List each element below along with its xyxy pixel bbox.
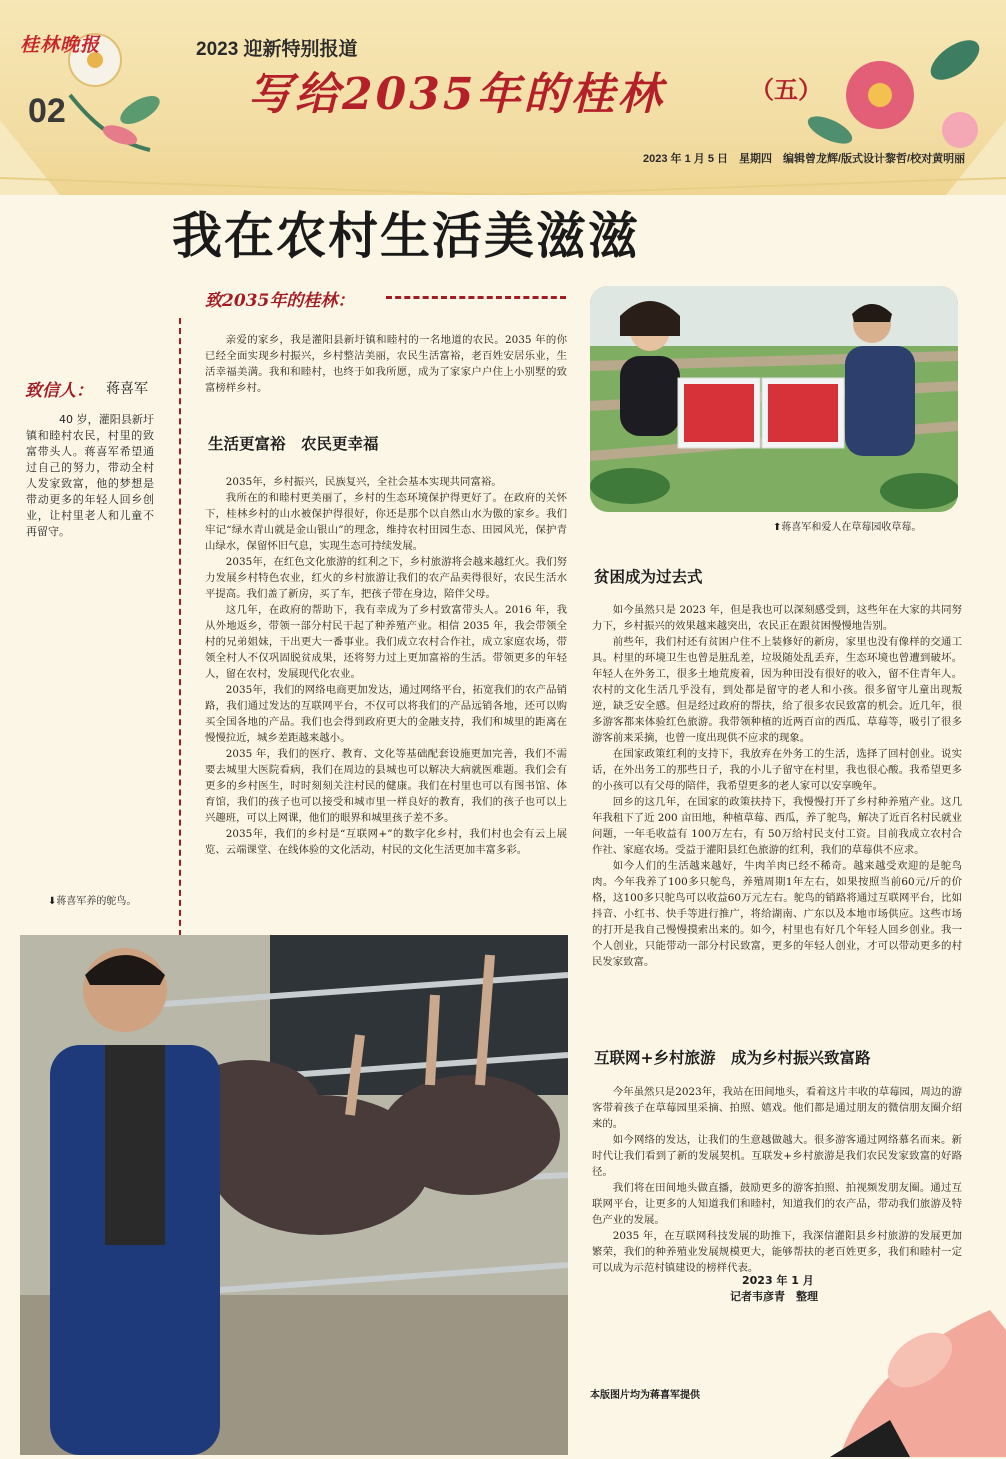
sender-name: 蒋喜军: [106, 381, 148, 397]
paragraph: 在国家政策红利的支持下，我放弃在外务工的生活，选择了回村创业。说实话，在外出务工的那些日子，我的小儿子留守在村里，我也很心酸。我希望更多的小孩可以有父母的陪伴，我希望更多的老人家可以安享晚年。: [592, 748, 962, 792]
divider: [386, 296, 566, 299]
paragraph: 如今虽然只是 2023 年，但是我也可以深刻感受到，这些年在大家的共同努力下，乡村振兴的效果越来越突出，农民正在跟贫困慢慢地告别。: [592, 604, 962, 632]
ostrich-photo: [20, 935, 568, 1455]
hand-decoration-icon: [800, 1270, 1006, 1457]
section3-body: [592, 1084, 962, 1276]
masthead-logo: 桂林晚报: [20, 34, 101, 56]
dateline: 2023 年 1 月 5 日 星期四 编辑曾龙辉/版式设计黎哲/校对黄明丽: [643, 153, 966, 165]
series-title: 写给2035年的桂林: [248, 69, 665, 120]
paragraph: 2035 年，我们的医疗、教育、文化等基础配套设施更加完善，我们不需要去城里大医院看病，我们在周边的县城也可以解决大病就医难题。我们会有更多的乡村医生，时时刻刻关注村民的健康。我们在村里也可以有图书馆、体育馆，我们的孩子也可以接受和城市里一样良好的教育，我们的孩子也可以上兴趣班，可以上网课，他们的眼界和城里孩子差不多。: [205, 748, 567, 824]
section1-title: 生活更富裕 农民更幸福: [208, 435, 379, 453]
paragraph: 2035年，我们的网络电商更加发达，通过网络平台，拓宽我们的农产品销路，我们通过发达的互联网平台，不仅可以将我们的产品远销各地，还可以购买全国各地的产品。我们也会得到政府更大的金融支持，我们和城里的距离在慢慢拉近，城乡差距越来越小。: [205, 684, 567, 744]
section1-body: [205, 474, 567, 858]
strawberry-photo: [590, 286, 958, 512]
paragraph: 前些年，我们村还有贫困户住不上装修好的新房，家里也没有像样的交通工具。村里的环境卫生也曾是脏乱差，垃圾随处乱丢弃，生态环境也曾遭到破坏。年轻人在外务工，很多土地荒废着，因为种田没有很好的收入，留不住青年人。农村的文化生活几乎没有，到处都是留守的老人和小孩。很多留守儿童出现叛逆，缺乏安全感。但是经过政府的帮扶，给了很多农民致富的机会。近几年，很多游客都来体验红色旅游。我带领种植的近两百亩的西瓜、草莓等，吸引了很多游客前来采摘，也曾一度出现供不应求的现象。: [592, 636, 962, 744]
strawberry-caption: ⬆蒋喜军和爱人在草莓园收草莓。: [773, 522, 922, 533]
reporter: 记者韦彦青 整理: [730, 1290, 818, 1303]
divider: [179, 318, 181, 946]
paragraph: 回乡的这几年，在国家的政策扶持下，我慢慢打开了乡村种养殖产业。这几年我租下了近 200 亩田地，种植草莓、西瓜，养了鸵鸟，解决了近百名村民就业问题，一年毛收益有 100万左右，有 50万给村民支付工资。目前我成立农村合作社、家庭农场。受益于灌阳县红色旅游的红利，我们的草莓供不应求。: [592, 796, 962, 856]
series-number: （五）: [750, 75, 822, 104]
sender-bio: 40 岁，灌阳县新圩镇和睦村农民，村里的致富带头人。蒋喜军希望通过自己的努力，带动全村人发家致富，他的梦想是带动更多的年轻人回乡创业，让村里老人和儿童不再留守。: [26, 413, 154, 538]
paragraph: 这几年，在政府的帮助下，我有幸成为了乡村致富带头人。2016 年，我从外地返乡，带领一部分村民干起了种养殖产业。相信 2035 年，我会带领全村的兄弟姐妹，干出更大一番事业。我们成立农村合作社，成立家庭农场，带领全村人不仅巩固脱贫成果，还将努力过上更加富裕的生活。带领更多的年轻人，留在农村，发展现代化农业。: [205, 604, 567, 680]
section2-body: [592, 602, 962, 970]
paragraph: 2035 年，在互联网科技发展的助推下，我深信灌阳县乡村旅游的发展更加繁荣，我们的种养殖业发展规模更大，能够帮扶的老百姓更多，我们和睦村一定可以成为示范村镇建设的榜样代表。: [592, 1230, 962, 1274]
paragraph: 2035年，我们的乡村是“互联网+”的数字化乡村，我们村也会有云上展览、云端课堂、在线体验的文化活动，村民的文化生活更加丰富多彩。: [205, 828, 567, 856]
flower-right-icon: [804, 32, 986, 149]
paragraph: 今年虽然只是2023年，我站在田间地头，看着这片丰收的草莓园，周边的游客带着孩子在草莓园里采摘、拍照、嬉戏。他们都是通过朋友的微信朋友圈介绍来的。: [592, 1086, 962, 1130]
paragraph: 我所在的和睦村更美丽了，乡村的生态环境保护得更好了。在政府的关怀下，桂林乡村的山水被保护得很好，你还是那个以自然山水为傲的家乡。我们牢记“绿水青山就是金山银山”的理念，维持农村田园生态、田园风光，保护青山绿水，保留怀旧气息，实现生态可持续发展。: [205, 492, 567, 552]
ostrich-caption: ⬇蒋喜军养的鸵鸟。: [48, 896, 137, 907]
intro-text: 亲爱的家乡，我是灌阳县新圩镇和睦村的一名地道的农民。2035 年的你已经全面实现乡村振兴，乡村整洁美丽，农民生活富裕，老百姓安居乐业，生活幸福美满。我和和睦村，也终于如我所愿，成为了家家户户住上小别墅的致富榜样乡村。: [205, 334, 567, 394]
page-number: 02: [28, 92, 66, 130]
section3-title: 互联网+乡村旅游 成为乡村振兴致富路: [594, 1049, 871, 1067]
sender-label: 致信人：: [25, 381, 93, 401]
intro-title: 致2035年的桂林：: [205, 291, 355, 311]
paragraph: 2035年，乡村振兴，民族复兴，全社会基本实现共同富裕。: [225, 476, 502, 488]
date-sign: 2023 年 1 月: [742, 1274, 814, 1287]
headline: 我在农村生活美滋滋: [172, 207, 640, 265]
paragraph: 如今网络的发达，让我们的生意越做越大。很多游客通过网络慕名而来。新时代让我们看到了新的发展契机。互联发+乡村旅游是我们农民发家致富的好路径。: [592, 1134, 962, 1178]
paragraph: 我们将在田间地头做直播，鼓励更多的游客拍照、拍视频发朋友圈。通过互联网平台，让更多的人知道我们和睦村，知道我们的农产品，带动我们旅游及特色产业的发展。: [592, 1182, 962, 1226]
photo-credit: 本版图片均为蒋喜军提供: [590, 1390, 700, 1401]
paragraph: 如今人们的生活越来越好，牛肉羊肉已经不稀奇。越来越受欢迎的是鸵鸟肉。今年我养了100多只鸵鸟，养殖周期1年左右，如果按照当前60元/斤的价格，这100多只鸵鸟可以收益60万元左右。鸵鸟的销路将通过互联网平台，比如抖音、小红书、快手等进行推广，将给湖南、广东以及本地市场供应。这些市场的打开是我自己慢慢摸索出来的。如今，村里也有好几个年轻人回乡创业。我一个人创业，只能带动一部分村民致富，更多的年轻人创业，才可以带动更多的村民发家致富。: [592, 860, 962, 968]
kicker: 2023 迎新特别报道: [196, 39, 358, 60]
paragraph: 2035年，在红色文化旅游的红利之下，乡村旅游将会越来越红火。我们努力发展乡村特色农业，红火的乡村旅游让我们的农产品卖得很好，农民生活水平提高。我们盖了新房，买了车，把孩子带在身边，陪伴父母。: [205, 556, 567, 600]
section2-title: 贫困成为过去式: [594, 568, 703, 586]
